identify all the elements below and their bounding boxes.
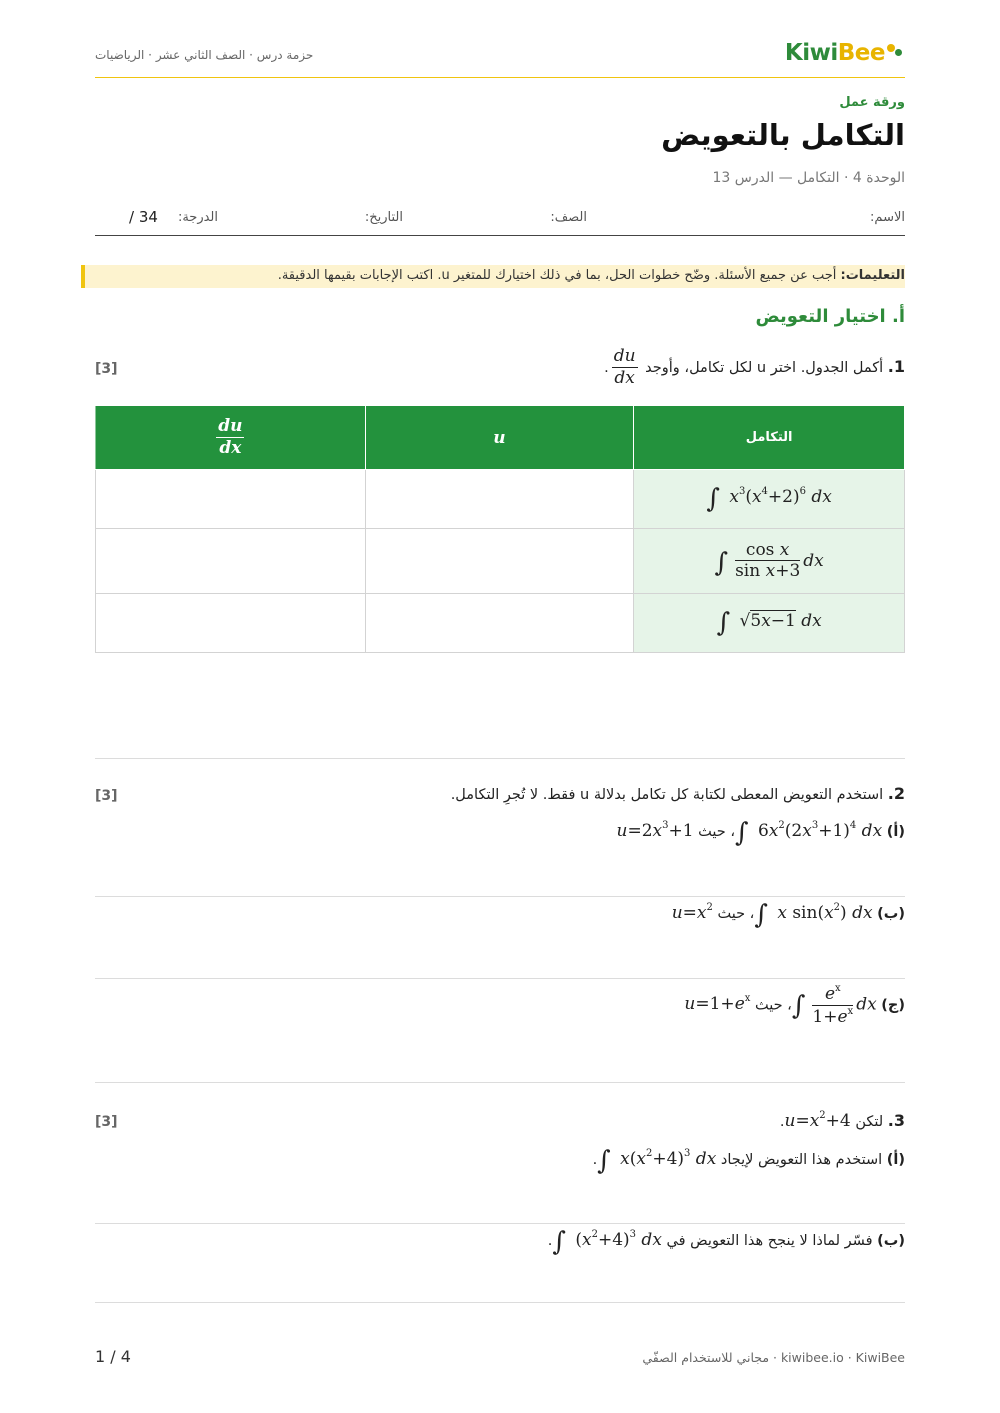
question-3: 3. لتكن $u=x^2+4$. xyxy=(779,1110,905,1131)
question-part: (ب) فسّر لماذا لا ينجح هذا التعويض في ∫ $(x^2+4)^3$ dx. xyxy=(547,1227,905,1257)
answer-divider xyxy=(95,1082,905,1083)
answer-cell-du-dx[interactable] xyxy=(96,594,366,653)
answer-cell-u[interactable] xyxy=(365,529,634,594)
answer-cell-u[interactable] xyxy=(365,470,634,529)
page-title: التكامل بالتعويض xyxy=(661,118,905,152)
column-header-u: u xyxy=(365,406,634,470)
question-part: (ب) ∫ x $\sin(x^2)$ dx، حيث $u=x^2$ xyxy=(671,900,905,930)
question-marks: [3] xyxy=(95,788,118,804)
substitution-table xyxy=(95,405,905,653)
table-row xyxy=(96,470,905,529)
instructions-label: التعليمات: xyxy=(840,268,905,283)
instructions-text: أجب عن جميع الأسئلة. وضّح خطوات الحل، بما في ذلك اختيارك للمتغير u. اكتب الإجابات بقيمها الدقيقة. xyxy=(277,268,837,283)
breadcrumb: حزمة درس · الصف الثاني عشر · الرياضيات xyxy=(95,48,314,62)
score-field-label[interactable]: الدرجة: xyxy=(177,210,218,225)
footer-text[interactable]: kiwibee.io · KiwiBee · مجاني للاستخدام الصفّي xyxy=(642,1350,905,1365)
page-header xyxy=(95,36,905,78)
worksheet-page xyxy=(95,0,905,1413)
question-part: (ج) ∫ $\frac{e^x}{1+e^x}$ dx، حيث $u=1+e^x$ xyxy=(684,983,905,1027)
question-marks: [3] xyxy=(95,1114,118,1130)
question-number: 3. xyxy=(887,1111,905,1130)
question-number: 2. xyxy=(887,784,905,803)
question-part: (أ) ∫ $6x^2(2x^3+1)^4$ dx، حيث $u=2x^3+1$ xyxy=(616,818,905,848)
answer-divider xyxy=(95,896,905,897)
answer-divider xyxy=(95,1223,905,1224)
part-label: (أ) xyxy=(886,1152,905,1168)
question-text: أكمل الجدول. اختر u لكل تكامل، وأوجد xyxy=(645,359,884,376)
question-marks: [3] xyxy=(95,361,118,377)
column-header-du-dx: $\frac{du}{dx}$ xyxy=(96,406,366,470)
table-row xyxy=(96,594,905,653)
answer-divider xyxy=(95,978,905,979)
instructions-box xyxy=(81,265,905,288)
answer-divider xyxy=(95,1302,905,1303)
student-info-row xyxy=(95,205,905,236)
answer-divider xyxy=(95,758,905,759)
date-field-label[interactable]: التاريخ: xyxy=(364,210,403,225)
question-2 xyxy=(451,784,905,803)
section-heading: أ. اختيار التعويض xyxy=(755,306,905,327)
part-label: (أ) xyxy=(886,824,905,840)
logo-dots-icon xyxy=(887,44,905,58)
answer-cell-du-dx[interactable] xyxy=(96,529,366,594)
score-total: / 34 xyxy=(129,208,158,226)
page-footer xyxy=(95,1345,905,1369)
du-dx-expression: $\frac{du}{dx}$ xyxy=(613,346,636,388)
answer-cell-du-dx[interactable] xyxy=(96,470,366,529)
page-number: 1 / 4 xyxy=(95,1347,131,1366)
part-label: (ب) xyxy=(877,1233,905,1249)
class-field-label[interactable]: الصف: xyxy=(550,210,587,225)
page-subtitle: الوحدة 4 · التكامل — الدرس 13 xyxy=(712,170,905,186)
column-header-integral: التكامل xyxy=(634,406,905,470)
question-text: لتكن xyxy=(855,1114,884,1130)
question-part: (أ) استخدم هذا التعويض لإيجاد ∫ $x(x^2+4)^3$ dx. xyxy=(592,1146,905,1176)
integral-cell: ∫ $\frac{\text{cos x}}{\text{sin x+3}}$ dx xyxy=(634,529,905,594)
integral-cell: ∫ $x^3(x^4+2)^6$ dx xyxy=(634,470,905,529)
question-number: 1. xyxy=(887,356,905,376)
answer-cell-u[interactable] xyxy=(365,594,634,653)
worksheet-label: ورقة عمل xyxy=(839,95,905,110)
table-row xyxy=(96,529,905,594)
question-text: استخدم التعويض المعطى لكتابة كل تكامل بدلالة u فقط. لا تُجرِ التكامل. xyxy=(450,787,884,803)
part-label: (ج) xyxy=(881,997,905,1014)
name-field-label[interactable]: الاسم: xyxy=(870,210,905,225)
kiwibee-logo: KiwiBee xyxy=(785,40,905,66)
question-1: 1. أكمل الجدول. اختر u لكل تكامل، وأوجد $\frac{du}{dx}$ . xyxy=(604,346,905,388)
table-header-row xyxy=(96,406,905,470)
integral-cell: ∫ √5x−1 dx xyxy=(634,594,905,653)
part-label: (ب) xyxy=(877,906,905,922)
